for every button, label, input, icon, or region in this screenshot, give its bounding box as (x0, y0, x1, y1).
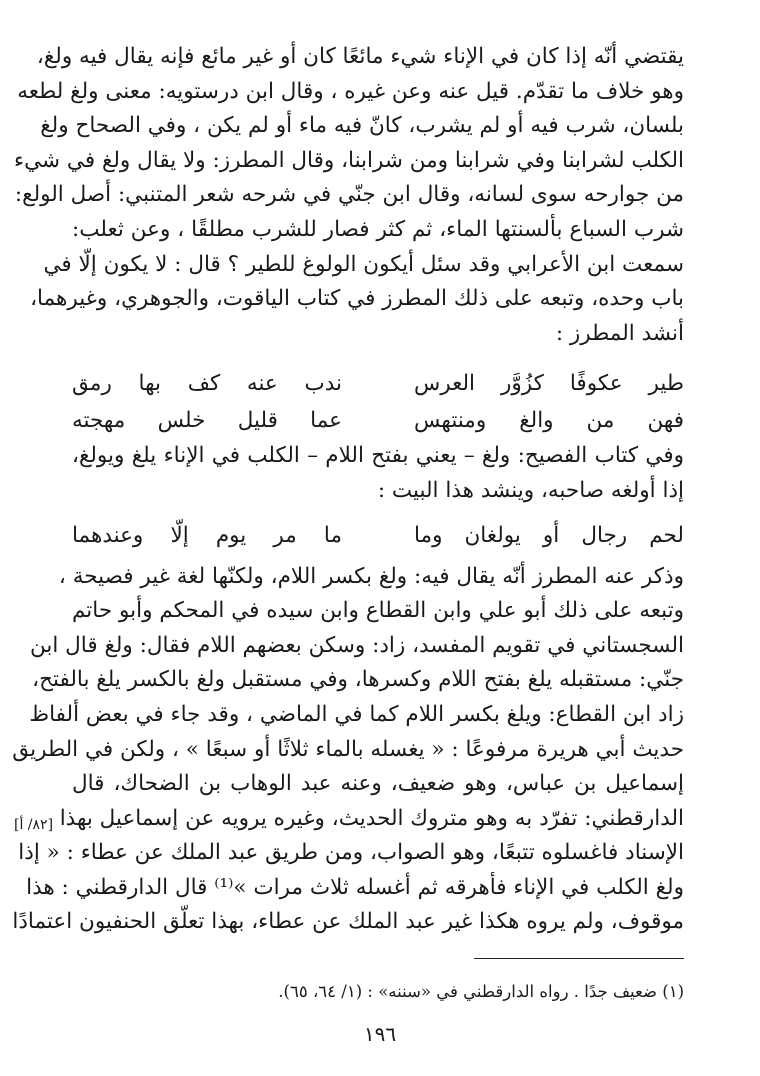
manuscript-folio-marker: [٨٢/ أ] (14, 817, 54, 833)
text-line: بلسان، شرب فيه أو لم يشرب، كانّ فيه ماء أو لم يكن ، وفي الصحاح ولغ (40, 113, 684, 139)
verse-hemistich-right: فهن من والغ ومنتهس (414, 408, 684, 434)
text-line: وتبعه على ذلك أبو علي وابن القطاع وابن سيده في المحكم وأبو حاتم (72, 598, 684, 624)
page-number: ١٩٦ (363, 1022, 397, 1046)
text-line: الدارقطني: تفرّد به وهو متروك الحديث، وغيره يرويه عن إسماعيل بهذا (59, 805, 684, 831)
footnote-separator (474, 958, 684, 959)
text-line: الإسناد فاغسلوه تتبعًا، وهو الصواب، ومن طريق عبد الملك عن عطاء : « إذا (18, 840, 684, 866)
verse-line (72, 517, 684, 554)
text-line: وذكر عنه المطرز أنّه يقال فيه: ولغ بكسر اللام، ولكنّها لغة غير فصيحة ، (58, 563, 684, 589)
verse-line (72, 365, 684, 402)
verse-block-1 (72, 365, 684, 439)
verse-line (72, 402, 684, 439)
text-line: موقوف، ولم يروه هكذا غير عبد الملك عن عطاء، بهذا تعلّق الحنفيون اعتمادًا (12, 909, 684, 935)
text-line: يقتضي أنّه إذا كان في الإناء شيء مائعًا كان أو غير مائع فإنه يقال فيه ولغ، (36, 44, 684, 69)
verse-hemistich-left: ما مر يوم إلّا وعندهما (72, 522, 342, 548)
text-line: إسماعيل بن عباس، وهو ضعيف، وعنه عبد الوهاب بن الضحاك، قال (72, 771, 684, 797)
verse-hemistich-left: عما قليل خلس مهجته (72, 408, 342, 434)
text-line: زاد ابن القطاع: ويلغ بكسر اللام كما في الماضي ، وقد جاء في بعض ألفاظ (29, 701, 684, 727)
text-line: إذا أولغه صاحبه، وينشد هذا البيت : (377, 477, 684, 503)
paragraph-1 (14, 40, 684, 351)
paragraph-2 (72, 439, 684, 508)
text-line: أنشد المطرز : (555, 320, 684, 346)
verse-hemistich-right: طير عكوفًا كزُوَّر العرس (414, 371, 684, 397)
verse-hemistich-left: ندب عنه كف بها رمق (72, 371, 342, 397)
text-line: جنّي: مستقبله يلغ بفتح اللام وكسرها، وفي مستقبل ولغ بالكسر يلغ بالفتح، (32, 667, 684, 693)
text-line: ولغ الكلب في الإناء فأهرقه ثم أغسله ثلاث مرات »⁽¹⁾ قال الدارقطني : هذا (26, 874, 684, 900)
footnote: (١) ضعيف جدًا . رواه الدارقطني في «سننه» : (١/ ٦٤، ٦٥). (278, 982, 684, 1001)
text-line: حديث أبي هريرة مرفوعًا : « يغسله بالماء ثلاثًا أو سبعًا » ، ولكن في الطريق (12, 736, 684, 762)
verse-hemistich-right: لحم رجال أو يولغان وما (414, 522, 684, 548)
text-line: شرب السباع بألسنتها الماء، ثم كثر فصار للشرب مطلقًا ، وعن ثعلب: (72, 216, 684, 242)
verse-block-2 (72, 517, 684, 554)
text-line: الكلب لشرابنا وفي شرابنا ومن شرابنا، وقال المطرز: ولا يقال ولغ في شيء (14, 147, 684, 173)
text-line: السجستاني في تقويم المفسد، زاد: وسكن بعضهم اللام فقال: ولغ قال ابن (30, 632, 684, 658)
text-line: من جوارحه سوى لسانه، وقال ابن جنّي في شرحه شعر المتنبي: أصل الولع: (14, 182, 684, 208)
text-line: وفي كتاب الفصيح: ولغ – يعني بفتح اللام – الكلب في الإناء يلغ ويولغ، (72, 443, 684, 469)
text-line: سمعت ابن الأعرابي وقد سئل أيكون الولوغ للطير ؟ قال : لا يكون إلّا في (43, 251, 684, 277)
text-line: باب وحده، وتبعه على ذلك المطرز في كتاب الياقوت، والجوهري، وغيرهما، (30, 286, 684, 312)
text-line: وهو خلاف ما تقدّم. قيل عنه وعن غيره ، وقال ابن درستويه: معنى ولغ لطعه (17, 78, 684, 104)
